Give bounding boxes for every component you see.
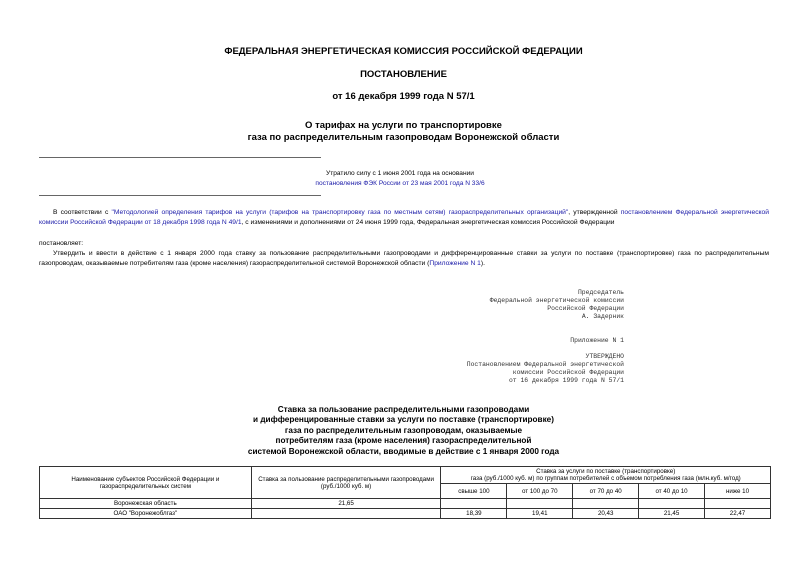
preamble-text-2: , утвержденной — [568, 209, 621, 216]
document-title-line-2: газа по распределительным газопроводам Воронежской области — [247, 132, 560, 143]
row-value — [705, 499, 771, 509]
table-row — [40, 499, 771, 509]
divider-top — [39, 157, 321, 158]
rates-table — [39, 466, 771, 519]
approved-line-4: от 16 декабря 1999 года N 57/1 — [508, 377, 624, 384]
status-link[interactable]: постановления ФЭК России от 23 мая 2001 года N 33/6 — [315, 180, 485, 187]
resolves-word: постановляет: — [39, 240, 84, 247]
row-rate: 21,65 — [251, 499, 441, 509]
header-subject: Наименование субъектов Российской Федерации и газораспределительных систем — [40, 467, 252, 499]
signature-block — [400, 289, 624, 321]
signatory-name: А. Задерник — [581, 313, 624, 320]
preamble-text-3: , с изменениями и дополнениями от 24 июня 1999 года, Федеральная энергетическая комиссия Российской Федерации — [241, 219, 615, 226]
group-header: от 70 до 40 — [573, 484, 639, 499]
row-name: ОАО "Воронежоблгаз" — [40, 509, 252, 519]
row-name: Воронежская область — [40, 499, 252, 509]
approved-line-2: Постановлением Федеральной энергетической — [466, 361, 624, 368]
body-text-2: ). — [480, 260, 485, 267]
row-value: 19,41 — [507, 509, 573, 519]
rate-title-line-4: потребителям газа (кроме населения) газораспределительной — [275, 436, 532, 446]
group-header: от 40 до 10 — [639, 484, 705, 499]
signature-country: Российской Федерации — [547, 305, 624, 312]
row-value — [573, 499, 639, 509]
row-value: 22,47 — [705, 509, 771, 519]
preamble-text-1: В соответствии с — [53, 209, 112, 216]
header-usage-rate: Ставка за пользование распределительными газопроводами (руб./1000 куб. м) — [251, 467, 441, 499]
document-title-line-1: О тарифах на услуги по транспортировке — [305, 120, 502, 131]
document-type: ПОСТАНОВЛЕНИЕ — [360, 69, 447, 80]
group-header: от 100 до 70 — [507, 484, 573, 499]
header-service-line-1: Ставка за услуги по поставке (транспортировке) — [536, 468, 676, 475]
rate-title-line-1: Ставка за пользование распределительными газопроводами — [277, 405, 530, 414]
row-value: 18,39 — [441, 509, 507, 519]
organization-name: ФЕДЕРАЛЬНАЯ ЭНЕРГЕТИЧЕСКАЯ КОМИССИЯ РОССИЙСКОЙ ФЕДЕРАЦИИ — [224, 46, 583, 57]
row-value: 21,45 — [639, 509, 705, 519]
resolution-link[interactable]: постановлением Федеральной энергетической комиссии Российской Федерации от 18 декабря 1998 года N 49/1 — [39, 209, 770, 226]
row-value — [507, 499, 573, 509]
rate-table-title — [0, 405, 807, 457]
body-text-1: Утвердить и ввести в действие с 1 января 2000 года ставку за пользование распределительными газопроводами и дифференцированные ставки за услуги по поставке (транспортировке) газа по распределительным газопроводам, оказываемые потребителям газа (кроме населения) газораспределительной системой Воронежской области ( — [39, 250, 769, 267]
signature-title: Председатель — [577, 289, 624, 296]
resolution-body — [39, 249, 769, 269]
divider-bottom — [39, 195, 321, 196]
header-service-rate — [441, 467, 771, 484]
approval-block — [380, 353, 624, 385]
row-value: 20,43 — [573, 509, 639, 519]
appendix-link[interactable]: Приложение N 1 — [429, 260, 481, 267]
row-value — [441, 499, 507, 509]
row-rate — [251, 509, 441, 519]
header-service-line-2: газа (руб./1000 куб. м) по группам потребителей с объемом потребления газа (млн.куб. м/год) — [470, 475, 741, 482]
signature-org: Федеральной энергетической комиссии — [489, 297, 624, 304]
document-date-number: от 16 декабря 1999 года N 57/1 — [332, 91, 475, 102]
row-value — [639, 499, 705, 509]
preamble — [39, 208, 769, 228]
rate-title-line-2: и дифференцированные ставки за услуги по поставке (транспортировке) — [253, 415, 554, 425]
table-row — [40, 509, 771, 519]
approved-label: УТВЕРЖДЕНО — [585, 353, 624, 360]
status-note — [300, 169, 500, 189]
group-header: ниже 10 — [705, 484, 771, 499]
appendix-label: Приложение N 1 — [570, 337, 624, 344]
group-header: свыше 100 — [441, 484, 507, 499]
status-line: Утратило силу с 1 июня 2001 года на основании — [326, 170, 474, 177]
rate-title-line-3: газа по распределительным газопроводам, оказываемые — [284, 425, 523, 435]
rate-title-line-5: системой Воронежской области, вводимые в действие с 1 января 2000 года — [247, 446, 560, 456]
approved-line-3: комиссии Российской Федерации — [512, 369, 624, 376]
methodology-link[interactable]: "Методологией определения тарифов на услуги (тарифов на транспортировку газа по местным сетям) газораспределительных организаций" — [111, 209, 569, 216]
